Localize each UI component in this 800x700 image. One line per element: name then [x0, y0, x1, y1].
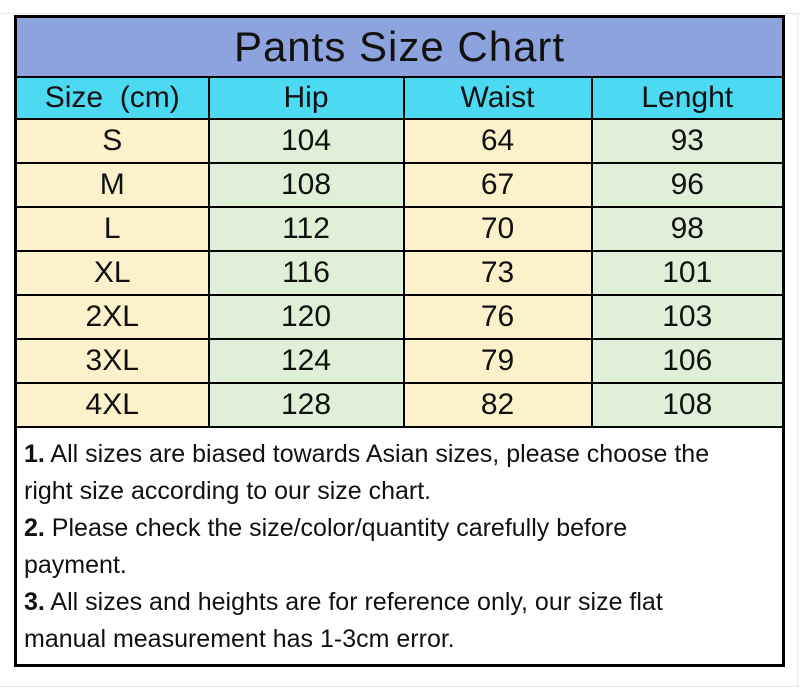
length-cell: 103	[592, 295, 784, 339]
table-row-m	[16, 163, 784, 207]
size-cell: XL	[16, 251, 209, 295]
waist-cell: 82	[404, 383, 592, 427]
size-cell: L	[16, 207, 209, 251]
column-header-hip: Hip	[209, 77, 404, 119]
length-cell: 106	[592, 339, 784, 383]
size-cell: 3XL	[16, 339, 209, 383]
note-line: 1. All sizes are biased towards Asian sizes, please choose the	[24, 439, 710, 468]
hip-cell: 124	[209, 339, 404, 383]
table-row-xl	[16, 251, 784, 295]
note-line: 3. All sizes and heights are for reference only, our size flat	[24, 587, 663, 616]
length-cell: 98	[592, 207, 784, 251]
table-row-l	[16, 207, 784, 251]
waist-cell: 79	[404, 339, 592, 383]
hip-cell: 104	[209, 119, 404, 163]
size-cell: M	[16, 163, 209, 207]
length-cell: 96	[592, 163, 784, 207]
note-line: 2. Please check the size/color/quantity carefully before	[24, 513, 628, 542]
hip-cell: 128	[209, 383, 404, 427]
waist-cell: 64	[404, 119, 592, 163]
size-cell: 2XL	[16, 295, 209, 339]
column-header-length: Lenght	[592, 77, 784, 119]
length-cell: 93	[592, 119, 784, 163]
pants-size-table	[14, 15, 785, 667]
length-cell: 108	[592, 383, 784, 427]
frame-hairline-top	[0, 13, 800, 14]
header-row	[16, 77, 784, 119]
hip-cell: 120	[209, 295, 404, 339]
size-cell: 4XL	[16, 383, 209, 427]
notes-row	[16, 427, 784, 666]
frame-hairline-bottom	[0, 686, 800, 687]
note-line: manual measurement has 1-3cm error.	[24, 624, 455, 653]
hip-cell: 116	[209, 251, 404, 295]
note-line: payment.	[24, 550, 127, 579]
size-cell: S	[16, 119, 209, 163]
table-row-3xl	[16, 339, 784, 383]
table-row-2xl	[16, 295, 784, 339]
table-row-s	[16, 119, 784, 163]
waist-cell: 76	[404, 295, 592, 339]
page-title: Pants Size Chart	[16, 17, 784, 77]
waist-cell: 67	[404, 163, 592, 207]
waist-cell: 70	[404, 207, 592, 251]
hip-cell: 108	[209, 163, 404, 207]
waist-cell: 73	[404, 251, 592, 295]
length-cell: 101	[592, 251, 784, 295]
hip-cell: 112	[209, 207, 404, 251]
column-header-waist: Waist	[404, 77, 592, 119]
frame-hairline-right	[797, 13, 798, 687]
notes-section	[16, 427, 784, 666]
title-row	[16, 17, 784, 77]
note-line: right size according to our size chart.	[24, 476, 432, 505]
column-header-size: Size (cm)	[16, 77, 209, 119]
table-row-4xl	[16, 383, 784, 427]
